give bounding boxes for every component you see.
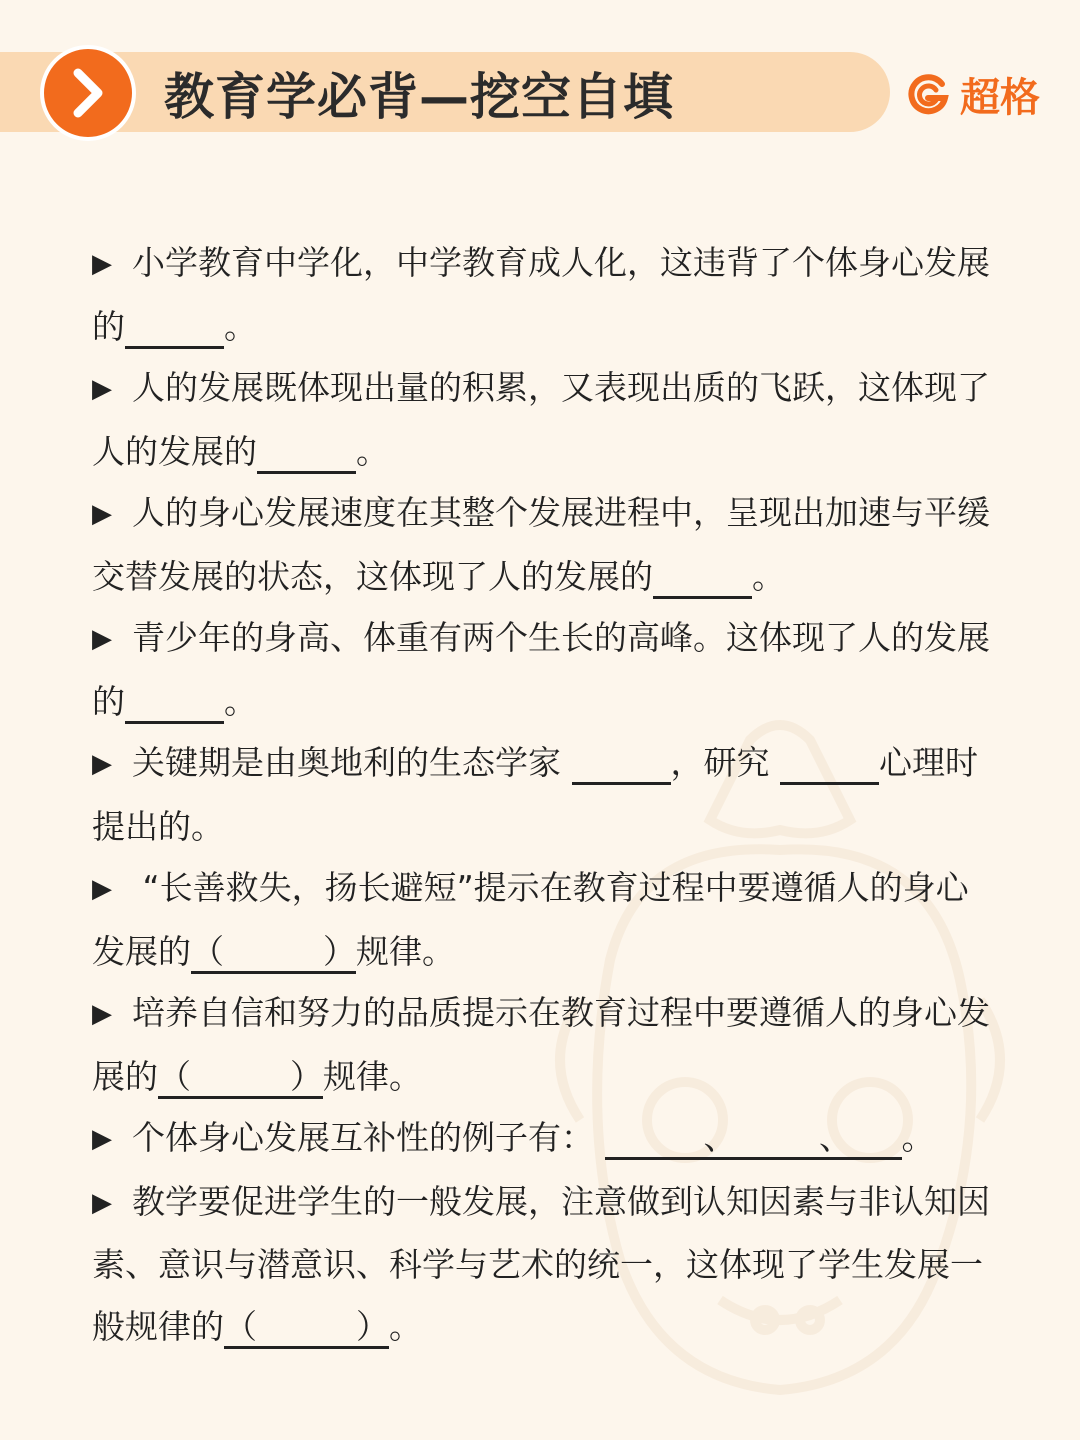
list-item	[92, 357, 992, 482]
item-text: 关键期是由奥地利的生态学家	[132, 743, 572, 782]
fill-blank[interactable]	[125, 683, 224, 724]
item-text-end: 。	[224, 306, 257, 346]
list-item	[92, 857, 992, 982]
page-title: 教育学必背—挖空自填	[164, 68, 674, 126]
item-text: 人的发展既体现出量的积累，又表现出质的飞跃，这体现了人的发展的	[92, 368, 990, 471]
item-text-end: 。	[224, 681, 257, 721]
bullet-icon: ▶	[92, 374, 112, 404]
item-text: 小学教育中学化，中学教育成人化，这违背了个体身心发展的	[92, 243, 990, 346]
item-text-end: 。	[752, 556, 785, 596]
question-list	[92, 232, 992, 1357]
bullet-icon: ▶	[92, 624, 112, 654]
item-text: 教学要促进学生的一般发展，注意做到认知因素与非认知因素、意识与潜意识、科学与艺术的统一，这体现了学生发展一般规律的	[92, 1181, 990, 1346]
brand-logo	[906, 66, 1040, 122]
item-text-end: 。	[356, 431, 389, 471]
item-text: “长善救失，扬长避短”提示在教育过程中要遵循人的身心发展的	[92, 868, 969, 971]
bullet-icon: ▶	[92, 1124, 112, 1154]
list-item	[92, 607, 992, 732]
item-text-end: 。	[901, 1118, 935, 1157]
fill-blank[interactable]	[780, 744, 879, 785]
brand-g-icon	[906, 72, 950, 116]
bullet-icon: ▶	[92, 749, 112, 779]
fill-blank[interactable]: （ ）	[158, 1058, 323, 1099]
list-item	[92, 982, 992, 1107]
list-item	[92, 732, 992, 857]
list-item	[92, 1107, 992, 1171]
list-item	[92, 1171, 992, 1358]
bullet-icon: ▶	[92, 874, 112, 904]
brand-name: 超格	[960, 74, 1040, 121]
fill-blank[interactable]	[653, 558, 752, 599]
list-item	[92, 482, 992, 607]
item-text-middle: ，研究	[670, 743, 780, 782]
bullet-icon: ▶	[92, 249, 112, 279]
item-text-end: 。	[389, 1306, 422, 1346]
item-text-end: 规律。	[323, 1056, 422, 1096]
item-text-end: 规律。	[356, 931, 455, 971]
fill-blank[interactable]	[257, 433, 356, 474]
item-text-end: 心理时提出的。	[92, 743, 978, 846]
bullet-icon: ▶	[92, 1187, 112, 1218]
list-item	[92, 232, 992, 357]
item-text: 个体身心发展互补性的例子有：	[132, 1118, 605, 1157]
item-text: 青少年的身高、体重有两个生长的高峰。这体现了人的发展的	[92, 618, 990, 721]
bullet-icon: ▶	[92, 999, 112, 1029]
bullet-icon: ▶	[92, 499, 112, 529]
fill-blank[interactable]: 、 、	[605, 1119, 902, 1160]
fill-blank[interactable]	[572, 744, 671, 785]
header-badge	[40, 45, 136, 141]
item-text: 人的身心发展速度在其整个发展进程中，呈现出加速与平缓交替发展的状态，这体现了人的发展的	[92, 493, 990, 596]
item-text: 培养自信和努力的品质提示在教育过程中要遵循人的身心发展的	[92, 993, 990, 1096]
fill-blank[interactable]: （ ）	[191, 933, 356, 974]
chevron-right-icon	[66, 67, 110, 119]
fill-blank[interactable]: （ ）	[224, 1308, 389, 1349]
fill-blank[interactable]	[125, 308, 224, 349]
